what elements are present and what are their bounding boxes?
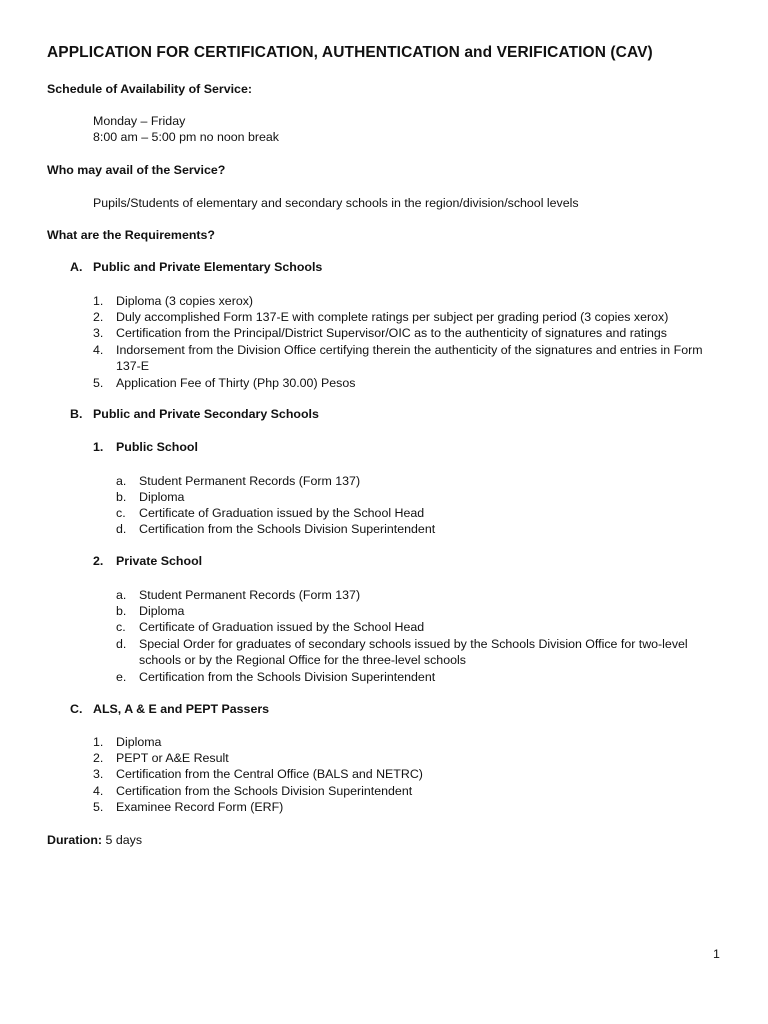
section-b-marker: B. bbox=[70, 407, 83, 421]
list-item-marker: 3. bbox=[93, 326, 104, 340]
list-item-marker: 1. bbox=[93, 735, 104, 749]
list-item: PEPT or A&E Result bbox=[116, 751, 229, 765]
list-item: Application Fee of Thirty (Php 30.00) Pesos bbox=[116, 376, 356, 390]
list-item: Certification from the Schools Division Superintendent bbox=[139, 522, 436, 536]
list-item: Examinee Record Form (ERF) bbox=[116, 800, 284, 814]
section-c-title: ALS, A & E and PEPT Passers bbox=[93, 702, 270, 716]
list-item-marker: a. bbox=[116, 474, 127, 488]
list-item-marker: 4. bbox=[93, 343, 104, 357]
list-item: Certificate of Graduation issued by the School Head bbox=[139, 506, 425, 520]
list-item-marker: 2. bbox=[93, 310, 104, 324]
duration-value: 5 days bbox=[105, 833, 143, 847]
duration-line bbox=[47, 832, 142, 848]
list-item: Diploma bbox=[139, 490, 185, 504]
list-item-marker: 5. bbox=[93, 800, 104, 814]
list-item: Certification from the Central Office (BALS and NETRC) bbox=[116, 767, 423, 781]
list-item: Certificate of Graduation issued by the School Head bbox=[139, 620, 425, 634]
schedule-days: Monday – Friday bbox=[93, 114, 186, 128]
list-item-marker: c. bbox=[116, 506, 126, 520]
list-item-marker: 3. bbox=[93, 767, 104, 781]
section-a-marker: A. bbox=[70, 260, 83, 274]
list-item-marker: c. bbox=[116, 620, 126, 634]
public-school-title: Public School bbox=[116, 440, 198, 454]
list-item-marker: d. bbox=[116, 637, 127, 651]
list-item-marker: 5. bbox=[93, 376, 104, 390]
requirements-heading: What are the Requirements? bbox=[47, 228, 215, 242]
schedule-hours: 8:00 am – 5:00 pm no noon break bbox=[93, 130, 279, 144]
list-item: Diploma (3 copies xerox) bbox=[116, 294, 254, 308]
section-c-marker: C. bbox=[70, 702, 83, 716]
document-title: APPLICATION FOR CERTIFICATION, AUTHENTICATION and VERIFICATION (CAV) bbox=[47, 44, 653, 61]
section-a-title: Public and Private Elementary Schools bbox=[93, 260, 323, 274]
list-item-marker: 4. bbox=[93, 784, 104, 798]
list-item-marker: 1. bbox=[93, 294, 104, 308]
list-item: Indorsement from the Division Office certifying therein the authenticity of the signatures and entries in Form 137-E bbox=[116, 343, 703, 373]
list-item-marker: b. bbox=[116, 604, 127, 618]
list-item: Certification from the Principal/District Supervisor/OIC as to the authenticity of signatures and ratings bbox=[116, 326, 667, 340]
duration-label: Duration: bbox=[47, 833, 103, 847]
list-item-marker: e. bbox=[116, 670, 127, 684]
who-text: Pupils/Students of elementary and secondary schools in the region/division/school levels bbox=[93, 196, 579, 210]
page-number: 1 bbox=[713, 947, 720, 961]
list-item: Special Order for graduates of secondary schools issued by the Schools Division Office for two-level schools or by the Regional Office for the three-level schools bbox=[139, 637, 688, 667]
list-item-marker: 2. bbox=[93, 751, 104, 765]
section-b-title: Public and Private Secondary Schools bbox=[93, 407, 319, 421]
list-item: Certification from the Schools Division Superintendent bbox=[139, 670, 436, 684]
who-heading: Who may avail of the Service? bbox=[47, 163, 226, 177]
list-item-marker: d. bbox=[116, 522, 127, 536]
list-item-marker: a. bbox=[116, 588, 127, 602]
list-item: Duly accomplished Form 137-E with complete ratings per subject per grading period (3 copies xerox) bbox=[116, 310, 669, 324]
list-item-marker: b. bbox=[116, 490, 127, 504]
private-school-marker: 2. bbox=[93, 554, 104, 568]
schedule-heading: Schedule of Availability of Service: bbox=[47, 82, 252, 96]
private-school-title: Private School bbox=[116, 554, 203, 568]
list-item: Diploma bbox=[139, 604, 185, 618]
list-item: Student Permanent Records (Form 137) bbox=[139, 588, 361, 602]
list-item: Diploma bbox=[116, 735, 162, 749]
list-item: Student Permanent Records (Form 137) bbox=[139, 474, 361, 488]
public-school-marker: 1. bbox=[93, 440, 104, 454]
list-item: Certification from the Schools Division Superintendent bbox=[116, 784, 413, 798]
